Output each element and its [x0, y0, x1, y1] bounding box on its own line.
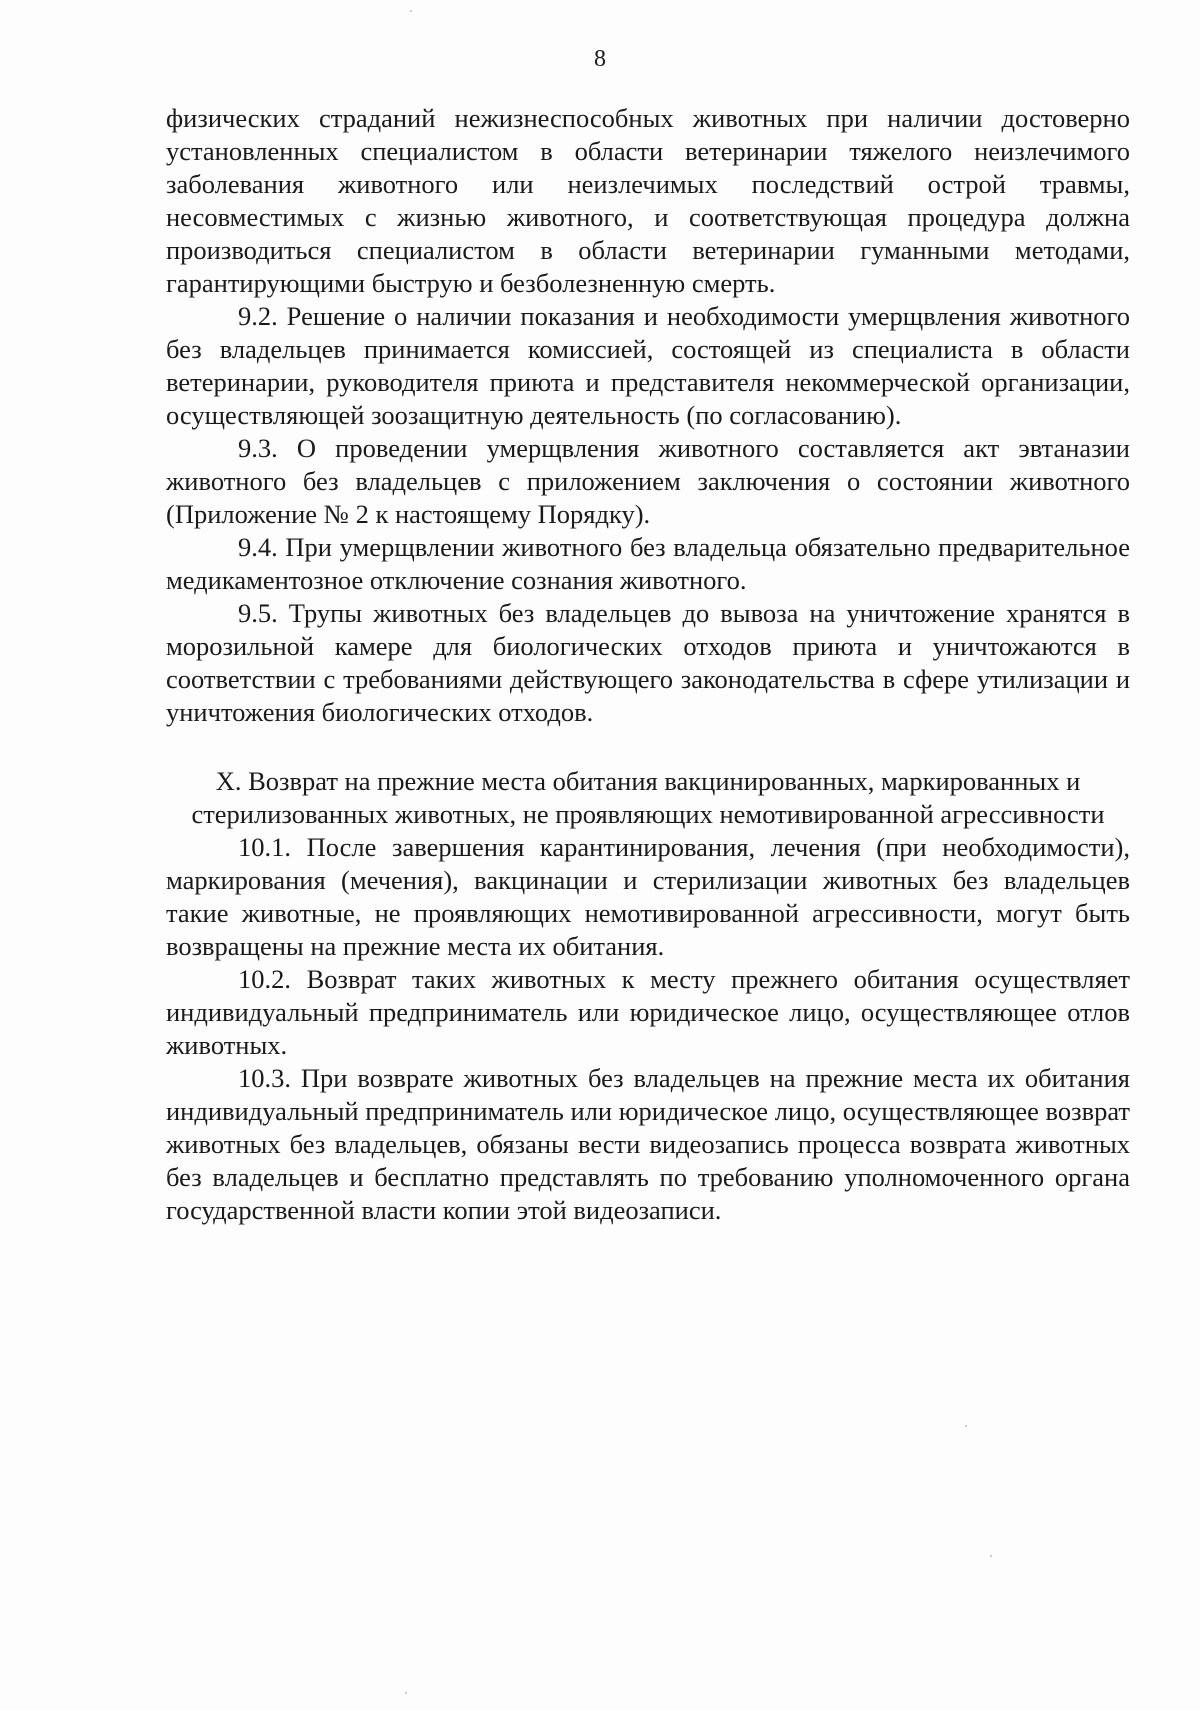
- scan-speck: [405, 1692, 407, 1694]
- page-number: 8: [594, 46, 606, 72]
- section-heading: X. Возврат на прежние места обитания вакцинированных, маркированных и стерилизованных животных, не проявляющих немотивированной агрессивности: [191, 766, 1105, 829]
- paragraph-9-4: 9.4. При умерщвлении животного без владельца обязательно предварительное медикаментозное отключение сознания животного.: [166, 532, 1130, 595]
- paragraph-10-2: 10.2. Возврат таких животных к месту прежнего обитания осуществляет индивидуальный предприниматель или юридическое лицо, осуществляющее отлов животных.: [166, 964, 1130, 1060]
- scan-speck: [990, 1555, 992, 1557]
- scan-speck: [410, 10, 412, 12]
- paragraph-continuation: физических страданий нежизнеспособных животных при наличии достоверно установленных специалистом в области ветеринарии тяжелого неизлечимого заболевания животного или неизлечимых последствий острой травмы, несовместимых с жизнью животного, и соответствующая процедура должна производиться специалистом в области ветеринарии гуманными методами, гарантирующими быструю и безболезненную смерть.: [166, 103, 1130, 298]
- paragraph-9-3: 9.3. О проведении умерщвления животного составляется акт эвтаназии животного без владельцев с приложением заключения о состоянии животного (Приложение № 2 к настоящему Порядку).: [166, 433, 1130, 529]
- paragraph-9-2: 9.2. Решение о наличии показания и необходимости умерщвления животного без владельцев принимается комиссией, состоящей из специалиста в области ветеринарии, руководителя приюта и представителя некоммерческой организации, осуществляющей зоозащитную деятельность (по согласованию).: [166, 301, 1130, 430]
- document-body: [166, 102, 1130, 1227]
- scan-speck: [965, 1425, 967, 1427]
- paragraph-10-3: 10.3. При возврате животных без владельцев на прежние места их обитания индивидуальный предприниматель или юридическое лицо, осуществляющее возврат животных без владельцев, обязаны вести видеозапись процесса возврата животных без владельцев и бесплатно представлять по требованию уполномоченного органа государственной власти копии этой видеозаписи.: [166, 1063, 1130, 1225]
- paragraph-9-5: 9.5. Трупы животных без владельцев до вывоза на уничтожение хранятся в морозильной камере для биологических отходов приюта и уничтожаются в соответствии с требованиями действующего законодательства в сфере утилизации и уничтожения биологических отходов.: [166, 598, 1130, 727]
- paragraph-10-1: 10.1. После завершения карантинирования, лечения (при необходимости), маркирования (мечения), вакцинации и стерилизации животных без владельцев такие животные, не проявляющих немотивированной агрессивности, могут быть возвращены на прежние места их обитания.: [166, 832, 1130, 961]
